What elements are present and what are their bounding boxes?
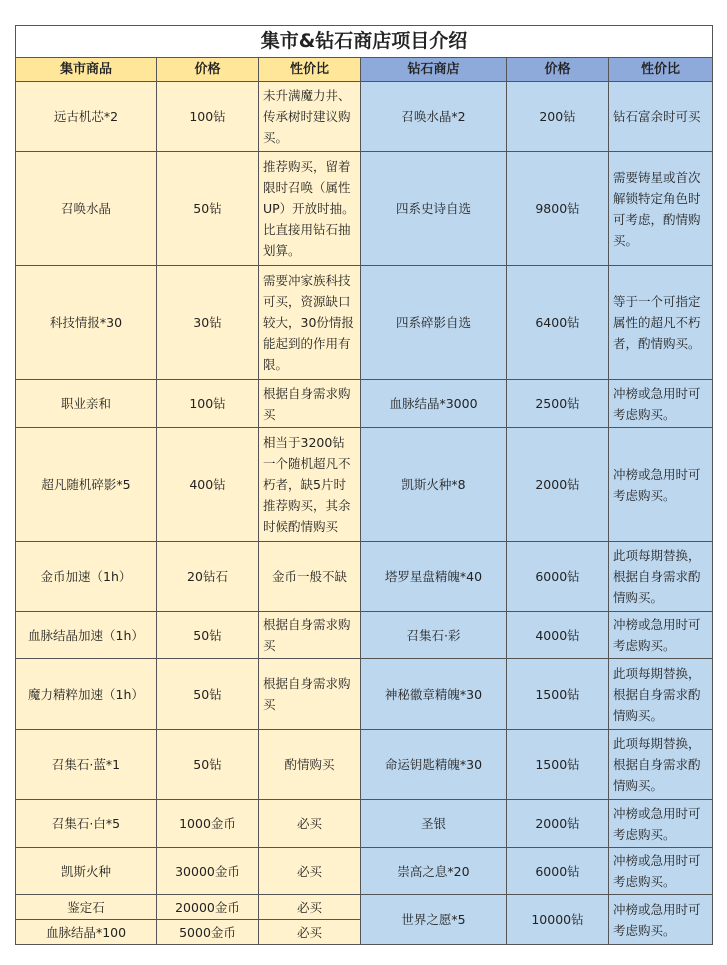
market-price-cell: 50钻 <box>157 730 259 800</box>
diamond-value-cell: 冲榜或急用时可考虑购买。 <box>609 428 713 542</box>
diamond-item-cell: 圣银 <box>361 800 507 848</box>
table-row <box>16 82 713 152</box>
diamond-item-cell: 四系史诗自选 <box>361 152 507 266</box>
header-diamond-value: 性价比 <box>609 58 713 82</box>
market-price-cell: 30钻 <box>157 266 259 380</box>
diamond-value-cell: 需要铸星或首次解锁特定角色时可考虑，酌情购买。 <box>609 152 713 266</box>
header-diamond-price: 价格 <box>507 58 609 82</box>
diamond-item-cell: 神秘徽章精魄*30 <box>361 659 507 730</box>
diamond-item-cell: 召集石·彩 <box>361 612 507 659</box>
table-row <box>16 800 713 848</box>
diamond-value-cell: 等于一个可指定属性的超凡不朽者，酌情购买。 <box>609 266 713 380</box>
market-value-cell: 金币一般不缺 <box>259 542 361 612</box>
diamond-value-cell: 冲榜或急用时可考虑购买。 <box>609 800 713 848</box>
diamond-price-cell: 6000钻 <box>507 542 609 612</box>
market-price-cell: 50钻 <box>157 612 259 659</box>
diamond-item-cell: 世界之愿*5 <box>361 895 507 945</box>
diamond-price-cell: 2000钻 <box>507 800 609 848</box>
diamond-value-cell: 冲榜或急用时可考虑购买。 <box>609 848 713 895</box>
diamond-value-cell: 冲榜或急用时可考虑购买。 <box>609 895 713 945</box>
market-value-cell: 必买 <box>259 800 361 848</box>
diamond-price-cell: 10000钻 <box>507 895 609 945</box>
diamond-item-cell: 崇高之息*20 <box>361 848 507 895</box>
diamond-price-cell: 2000钻 <box>507 428 609 542</box>
diamond-item-cell: 四系碎影自选 <box>361 266 507 380</box>
table-row <box>16 542 713 612</box>
diamond-item-cell: 命运钥匙精魄*30 <box>361 730 507 800</box>
market-item-cell: 鉴定石 <box>16 895 157 920</box>
header-market-value: 性价比 <box>259 58 361 82</box>
table-row <box>16 380 713 428</box>
diamond-price-cell: 9800钻 <box>507 152 609 266</box>
market-price-cell: 1000金币 <box>157 800 259 848</box>
market-value-cell: 推荐购买，留着限时召唤（属性UP）开放时抽。比直接用钻石抽划算。 <box>259 152 361 266</box>
market-price-cell: 30000金币 <box>157 848 259 895</box>
market-price-cell: 20000金币 <box>157 895 259 920</box>
market-value-cell: 必买 <box>259 920 361 945</box>
shop-comparison-table <box>15 25 713 945</box>
header-market-item: 集市商品 <box>16 58 157 82</box>
table-row <box>16 659 713 730</box>
diamond-value-cell: 冲榜或急用时可考虑购买。 <box>609 380 713 428</box>
header-market-price: 价格 <box>157 58 259 82</box>
market-item-cell: 血脉结晶*100 <box>16 920 157 945</box>
market-value-cell: 必买 <box>259 848 361 895</box>
market-item-cell: 魔力精粹加速（1h） <box>16 659 157 730</box>
table-row <box>16 612 713 659</box>
market-price-cell: 50钻 <box>157 659 259 730</box>
market-value-cell: 根据自身需求购买 <box>259 659 361 730</box>
diamond-price-cell: 1500钻 <box>507 730 609 800</box>
market-value-cell: 根据自身需求购买 <box>259 380 361 428</box>
market-price-cell: 50钻 <box>157 152 259 266</box>
market-value-cell: 相当于3200钻一个随机超凡不朽者，缺5片时推荐购买，其余时候酌情购买 <box>259 428 361 542</box>
market-item-cell: 金币加速（1h） <box>16 542 157 612</box>
diamond-value-cell: 冲榜或急用时可考虑购买。 <box>609 612 713 659</box>
market-price-cell: 100钻 <box>157 380 259 428</box>
market-value-cell: 酌情购买 <box>259 730 361 800</box>
market-value-cell: 必买 <box>259 895 361 920</box>
table-row <box>16 428 713 542</box>
diamond-price-cell: 2500钻 <box>507 380 609 428</box>
table-row <box>16 848 713 895</box>
table-row <box>16 895 713 920</box>
diamond-price-cell: 200钻 <box>507 82 609 152</box>
market-price-cell: 20钻石 <box>157 542 259 612</box>
diamond-item-cell: 血脉结晶*3000 <box>361 380 507 428</box>
market-item-cell: 远古机芯*2 <box>16 82 157 152</box>
market-price-cell: 100钻 <box>157 82 259 152</box>
market-item-cell: 召集石·蓝*1 <box>16 730 157 800</box>
market-price-cell: 400钻 <box>157 428 259 542</box>
market-item-cell: 凯斯火种 <box>16 848 157 895</box>
table-row <box>16 266 713 380</box>
diamond-price-cell: 1500钻 <box>507 659 609 730</box>
diamond-value-cell: 此项每期替换，根据自身需求酌情购买。 <box>609 659 713 730</box>
market-item-cell: 血脉结晶加速（1h） <box>16 612 157 659</box>
diamond-item-cell: 召唤水晶*2 <box>361 82 507 152</box>
table-row <box>16 730 713 800</box>
market-item-cell: 职业亲和 <box>16 380 157 428</box>
market-price-cell: 5000金币 <box>157 920 259 945</box>
diamond-price-cell: 6000钻 <box>507 848 609 895</box>
table-title: 集市&钻石商店项目介绍 <box>16 26 713 58</box>
diamond-value-cell: 钻石富余时可买 <box>609 82 713 152</box>
diamond-price-cell: 4000钻 <box>507 612 609 659</box>
diamond-value-cell: 此项每期替换，根据自身需求酌情购买。 <box>609 542 713 612</box>
market-value-cell: 未升满魔力井、传承树时建议购买。 <box>259 82 361 152</box>
market-item-cell: 召集石·白*5 <box>16 800 157 848</box>
table-row <box>16 152 713 266</box>
market-item-cell: 超凡随机碎影*5 <box>16 428 157 542</box>
market-value-cell: 根据自身需求购买 <box>259 612 361 659</box>
market-item-cell: 科技情报*30 <box>16 266 157 380</box>
diamond-value-cell: 此项每期替换，根据自身需求酌情购买。 <box>609 730 713 800</box>
header-diamond-item: 钻石商店 <box>361 58 507 82</box>
market-item-cell: 召唤水晶 <box>16 152 157 266</box>
diamond-item-cell: 凯斯火种*8 <box>361 428 507 542</box>
diamond-item-cell: 塔罗星盘精魄*40 <box>361 542 507 612</box>
diamond-price-cell: 6400钻 <box>507 266 609 380</box>
market-value-cell: 需要冲家族科技可买，资源缺口较大，30份情报能起到的作用有限。 <box>259 266 361 380</box>
